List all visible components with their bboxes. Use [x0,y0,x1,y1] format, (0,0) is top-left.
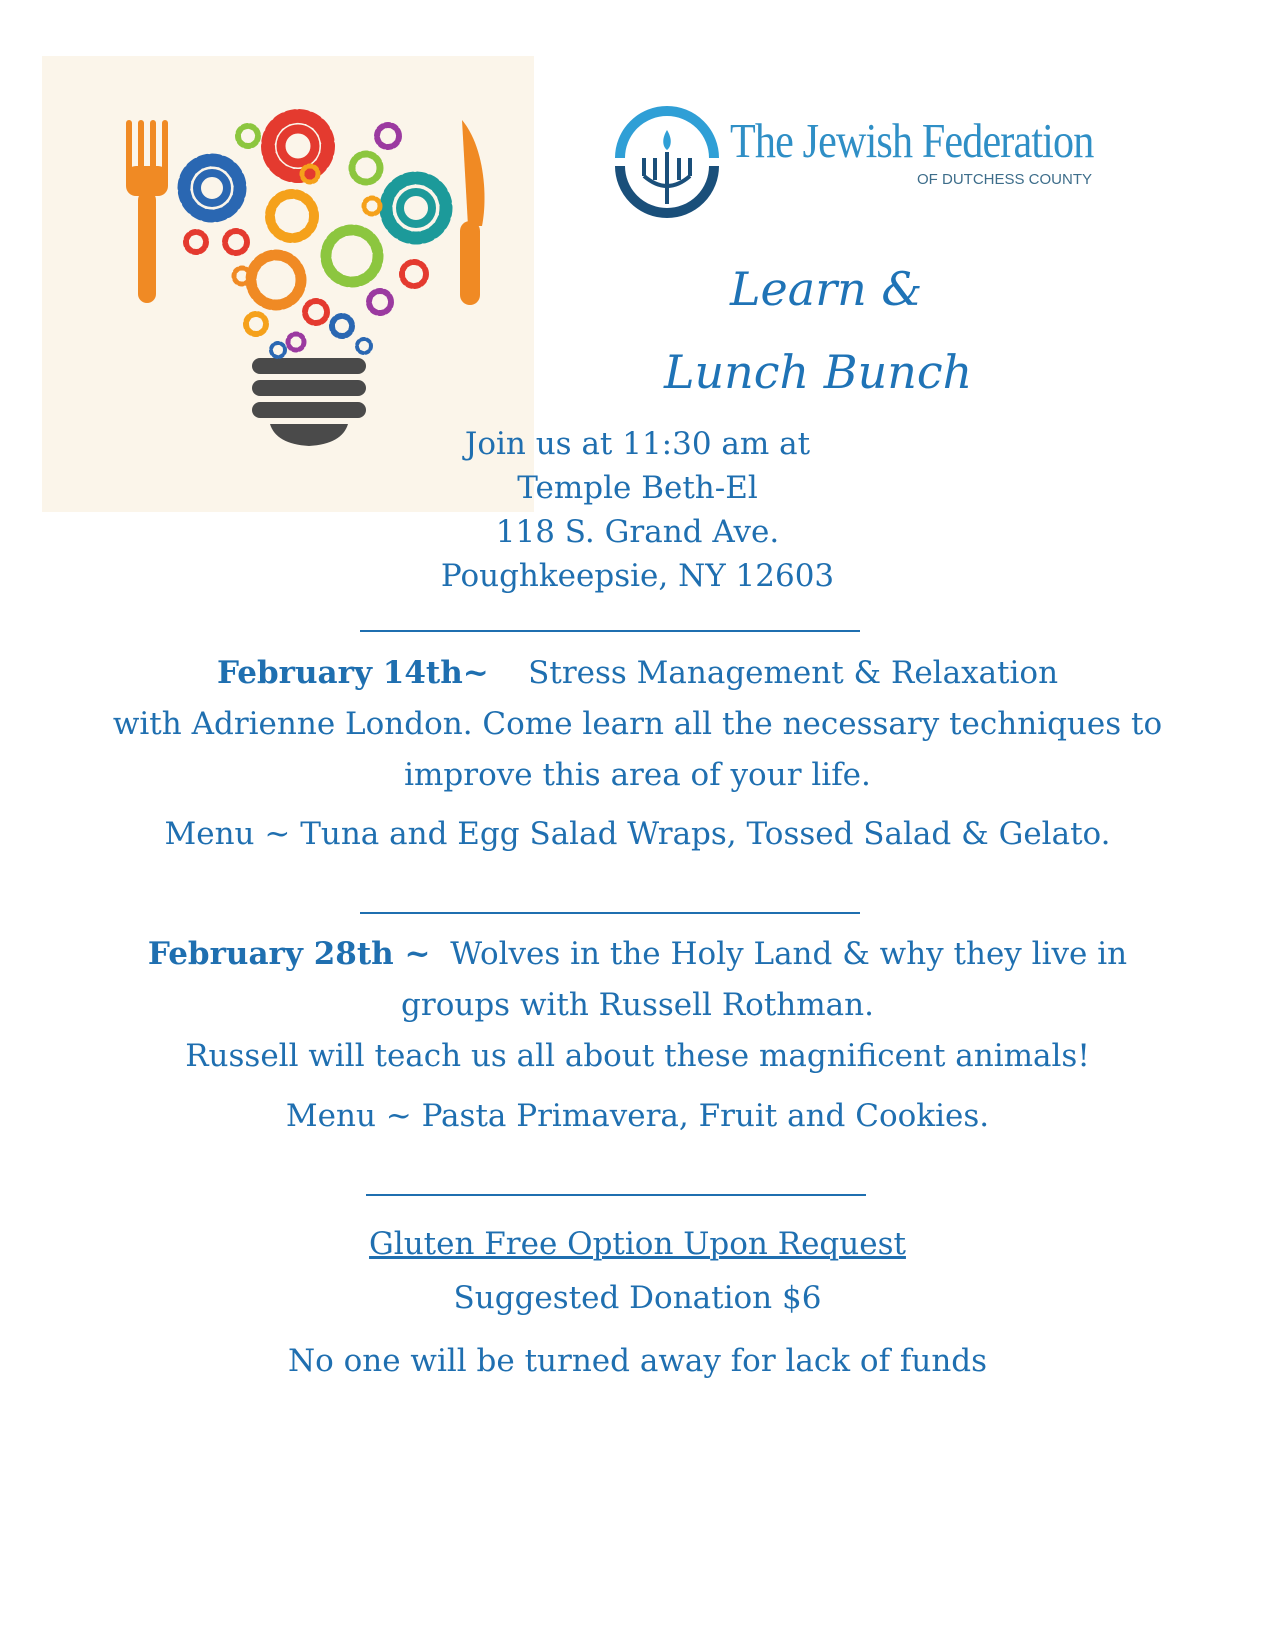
gears-icon [184,116,446,357]
gluten-free-note: Gluten Free Option Upon Request [369,1226,906,1262]
venue-city: Poughkeepsie, NY 12603 [440,558,835,594]
event-2-heading [0,929,1275,980]
menorah-logo-icon [612,92,722,232]
event-1-description-cont: improve this area of your life. [404,757,871,793]
event-1-menu: Menu ~ Tuna and Egg Salad Wraps, Tossed Salad & Gelato. [164,816,1111,852]
event-2-date: February 28th ~ [147,936,431,972]
divider [366,1194,866,1196]
venue-time: Join us at 11:30 am at [464,426,811,462]
divider [360,912,860,914]
funds-note: No one will be turned away for lack of funds [287,1343,988,1379]
event-february-28 [0,929,1275,1082]
event-2-description-cont: Russell will teach us all about these magnificent animals! [185,1038,1090,1074]
federation-subtitle: OF DUTCHESS COUNTY [917,171,1093,188]
divider [360,630,860,632]
event-1-description: with Adrienne London. Come learn all the necessary techniques to [112,706,1163,742]
knife-icon [460,120,485,305]
event-series-title-line1: Learn & [730,262,923,316]
federation-name: The Jewish Federation [730,113,1094,168]
event-2-description: groups with Russell Rothman. [401,987,874,1023]
venue-name: Temple Beth-El [517,470,758,506]
venue-street: 118 S. Grand Ave. [495,514,780,550]
venue-block [0,422,1275,598]
federation-logo [612,92,1094,232]
suggested-donation: Suggested Donation $6 [453,1280,822,1316]
event-1-date: February 14th~ [216,655,489,691]
event-1-title: Stress Management & Relaxation [528,655,1059,691]
fork-icon [126,120,168,303]
event-february-14 [0,648,1275,801]
event-2-title: Wolves in the Holy Land & why they live in [450,936,1128,972]
event-1-heading [0,648,1275,699]
event-2-menu: Menu ~ Pasta Primavera, Fruit and Cookies. [285,1098,990,1134]
event-series-title-line2: Lunch Bunch [664,345,973,399]
